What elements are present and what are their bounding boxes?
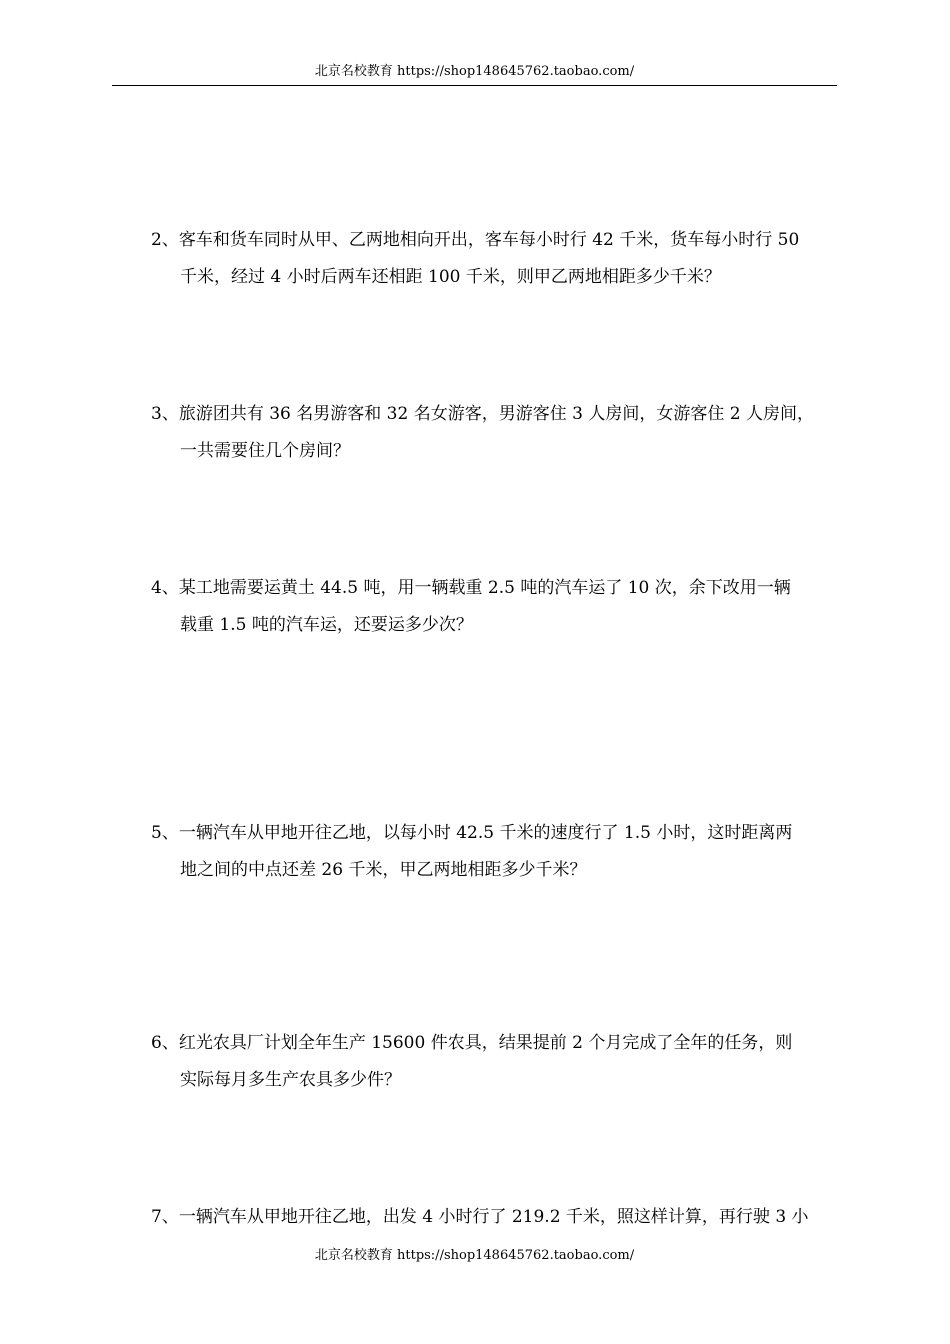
problem-7 bbox=[151, 1199, 841, 1236]
problem-3-line-1: 3、旅游团共有 36 名男游客和 32 名女游客，男游客住 3 人房间，女游客住 2 人房间， bbox=[151, 404, 814, 424]
problem-3-line-2: 一共需要住几个房间？ bbox=[180, 441, 350, 461]
problem-2 bbox=[151, 222, 841, 296]
problem-4-line-2: 载重 1.5 吨的汽车运，还要运多少次？ bbox=[180, 615, 473, 635]
problem-2-line-1: 2、客车和货车同时从甲、乙两地相向开出，客车每小时行 42 千米，货车每小时行 50 bbox=[151, 230, 800, 250]
problem-5-line-2: 地之间的中点还差 26 千米，甲乙两地相距多少千米？ bbox=[180, 860, 587, 880]
problem-4-line-1: 4、某工地需要运黄土 44.5 吨，用一辆载重 2.5 吨的汽车运了 10 次，余下改用一辆 bbox=[151, 578, 791, 598]
problem-6-line-1: 6、红光农具厂计划全年生产 15600 件农具，结果提前 2 个月完成了全年的任务，则 bbox=[151, 1033, 793, 1053]
footer-text: 北京名校教育 https://shop148645762.taobao.com/ bbox=[314, 1248, 635, 1263]
header-text: 北京名校教育 https://shop148645762.taobao.com/ bbox=[314, 64, 635, 79]
problem-3 bbox=[151, 396, 841, 470]
problem-5-line-1: 5、一辆汽车从甲地开往乙地，以每小时 42.5 千米的速度行了 1.5 小时，这时距离两 bbox=[151, 823, 793, 843]
problem-6-line-2: 实际每月多生产农具多少件？ bbox=[180, 1070, 401, 1090]
page-header bbox=[112, 62, 837, 86]
problem-5 bbox=[151, 815, 841, 889]
problem-2-line-2: 千米，经过 4 小时后两车还相距 100 千米，则甲乙两地相距多少千米？ bbox=[180, 267, 721, 287]
problem-7-line-1: 7、一辆汽车从甲地开往乙地，出发 4 小时行了 219.2 千米，照这样计算，再行驶 3 小 bbox=[151, 1207, 809, 1227]
page-footer bbox=[112, 1246, 837, 1266]
problem-6 bbox=[151, 1025, 841, 1099]
problem-4 bbox=[151, 570, 841, 644]
